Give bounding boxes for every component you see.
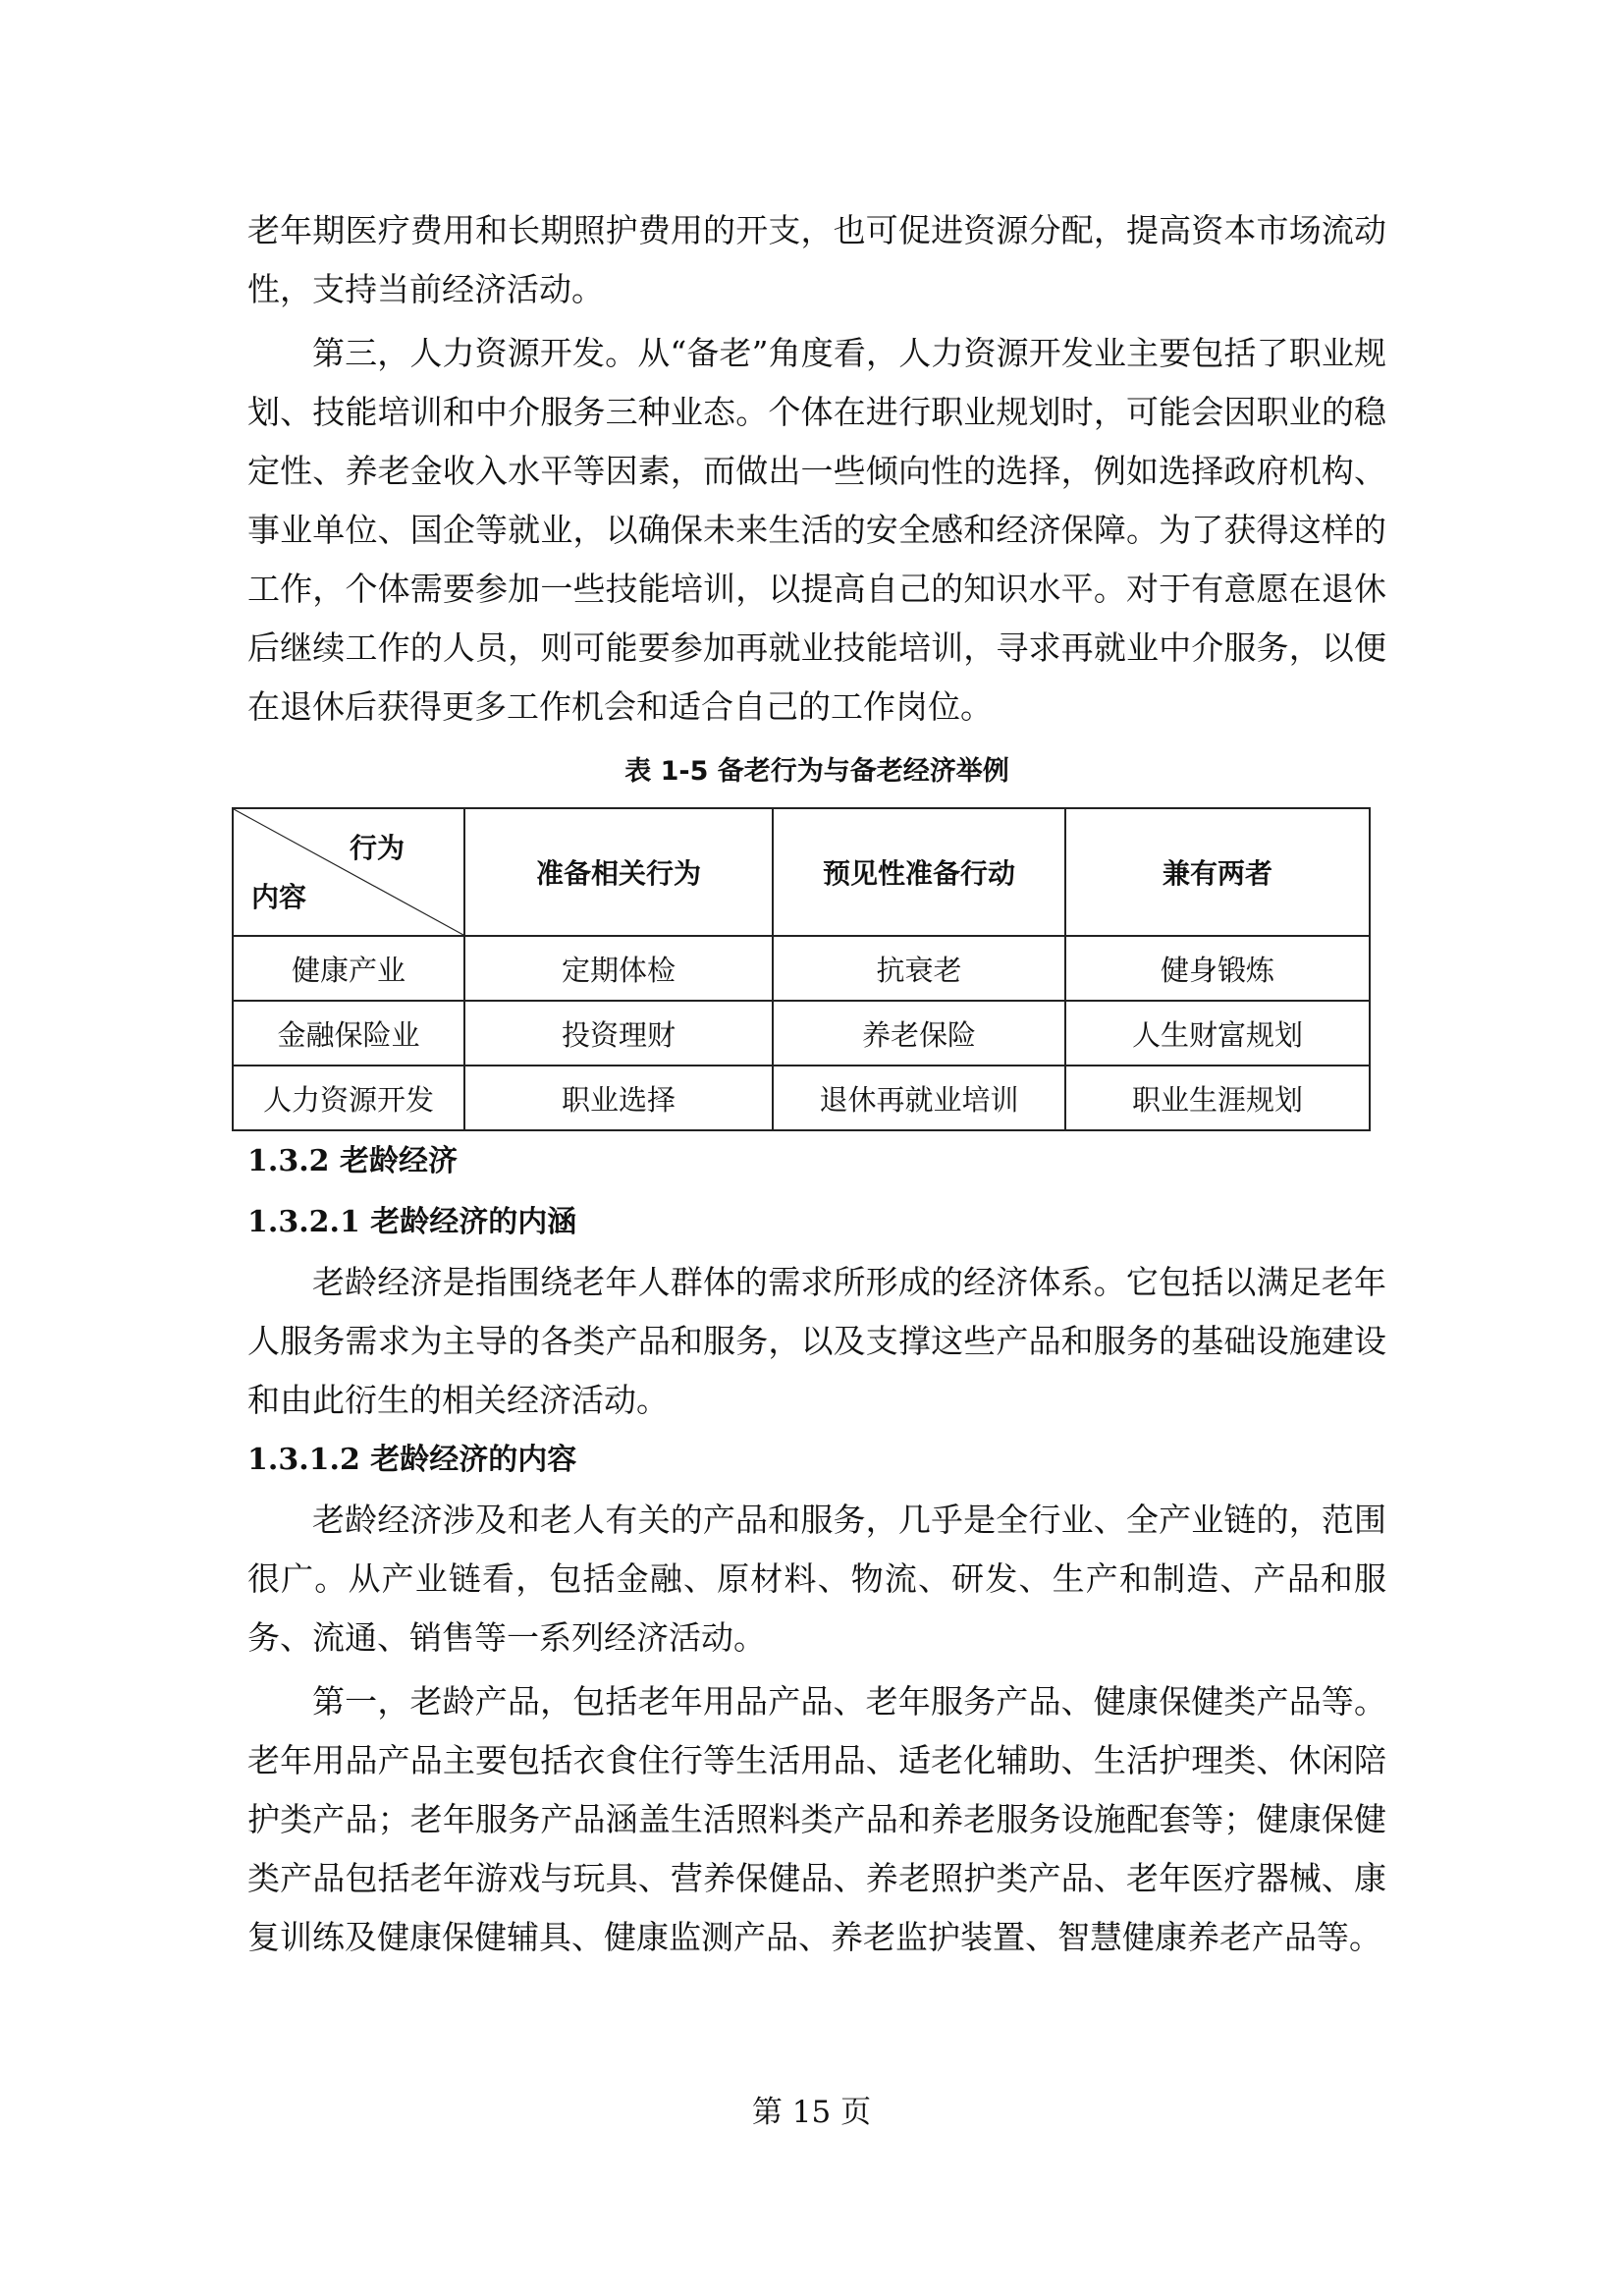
paragraph-content-scope: 老龄经济涉及和老人有关的产品和服务，几乎是全行业、全产业链的，范围很广。从产业链看，包括金融、原材料、物流、研发、生产和制造、产品和服务、流通、销售等一系列经济活动。 [247,1501,1386,1657]
table-cell: 健康产业 [233,936,464,1001]
table-cell: 投资理财 [464,1001,773,1066]
section-heading [247,1192,1386,1253]
page-number: 第 15 页 [751,2095,872,2130]
corner-label-behavior: 行为 [349,832,405,864]
table-row [233,936,1370,1001]
table-cell: 定期体检 [464,936,773,1001]
paragraph-connotation: 老龄经济是指围绕老年人群体的需求所形成的经济体系。它包括以满足老年人服务需求为主导的各类产品和服务，以及支撑这些产品和服务的基础设施建设和由此衍生的相关经济活动。 [247,1263,1386,1419]
table-cell: 抗衰老 [773,936,1065,1001]
table-row [233,1066,1370,1130]
section-number: 1.3.2 [247,1144,330,1178]
section-number: 1.3.2.1 [247,1205,360,1239]
section-heading [247,1430,1386,1491]
table-caption: 表 1-5 备老行为与备老经济举例 [624,756,1009,787]
section-title: 老龄经济的内容 [370,1443,577,1477]
section-title: 老龄经济 [339,1144,458,1178]
section-title: 老龄经济的内涵 [370,1205,577,1239]
diagonal-header-cell [233,808,464,936]
table-cell: 职业选择 [464,1066,773,1130]
column-header: 准备相关行为 [464,808,773,936]
page-content [247,201,1386,1967]
corner-label-content: 内容 [251,881,307,913]
table-cell: 人生财富规划 [1065,1001,1370,1066]
paragraph-human-resources: 第三，人力资源开发。从“备老”角度看，人力资源开发业主要包括了职业规划、技能培训和中介服务三种业态。个体在进行职业规划时，可能会因职业的稳定性、养老金收入水平等因素，而做出一些倾向性的选择，例如选择政府机构、事业单位、国企等就业，以确保未来生活的安全感和经济保障。为了获得这样的工作，个体需要参加一些技能培训，以提高自己的知识水平。对于有意愿在退休后继续工作的人员，则可能要参加再就业技能培训，寻求再就业中介服务，以便在退休后获得更多工作机会和适合自己的工作岗位。 [247,334,1386,726]
section-number: 1.3.1.2 [247,1443,360,1477]
table-cell: 养老保险 [773,1001,1065,1066]
column-header: 兼有两者 [1065,808,1370,936]
paragraph-continuation: 老年期医疗费用和长期照护费用的开支，也可促进资源分配，提高资本市场流动性，支持当前经济活动。 [247,211,1386,308]
behavior-economy-table [232,807,1371,1131]
column-header: 预见性准备行动 [773,808,1065,936]
table-cell: 退休再就业培训 [773,1066,1065,1130]
section-heading [247,1131,1386,1192]
table-cell: 职业生涯规划 [1065,1066,1370,1130]
table-cell: 健身锻炼 [1065,936,1370,1001]
table-cell: 人力资源开发 [233,1066,464,1130]
paragraph-aging-products: 第一，老龄产品，包括老年用品产品、老年服务产品、健康保健类产品等。老年用品产品主要包括衣食住行等生活用品、适老化辅助、生活护理类、休闲陪护类产品；老年服务产品涵盖生活照料类产品和养老服务设施配套等；健康保健类产品包括老年游戏与玩具、营养保健品、养老照护类产品、老年医疗器械、康复训练及健康保健辅具、健康监测产品、养老监护装置、智慧健康养老产品等。 [247,1682,1386,1956]
table-cell: 金融保险业 [233,1001,464,1066]
table-header-row [233,808,1370,936]
table-row [233,1001,1370,1066]
